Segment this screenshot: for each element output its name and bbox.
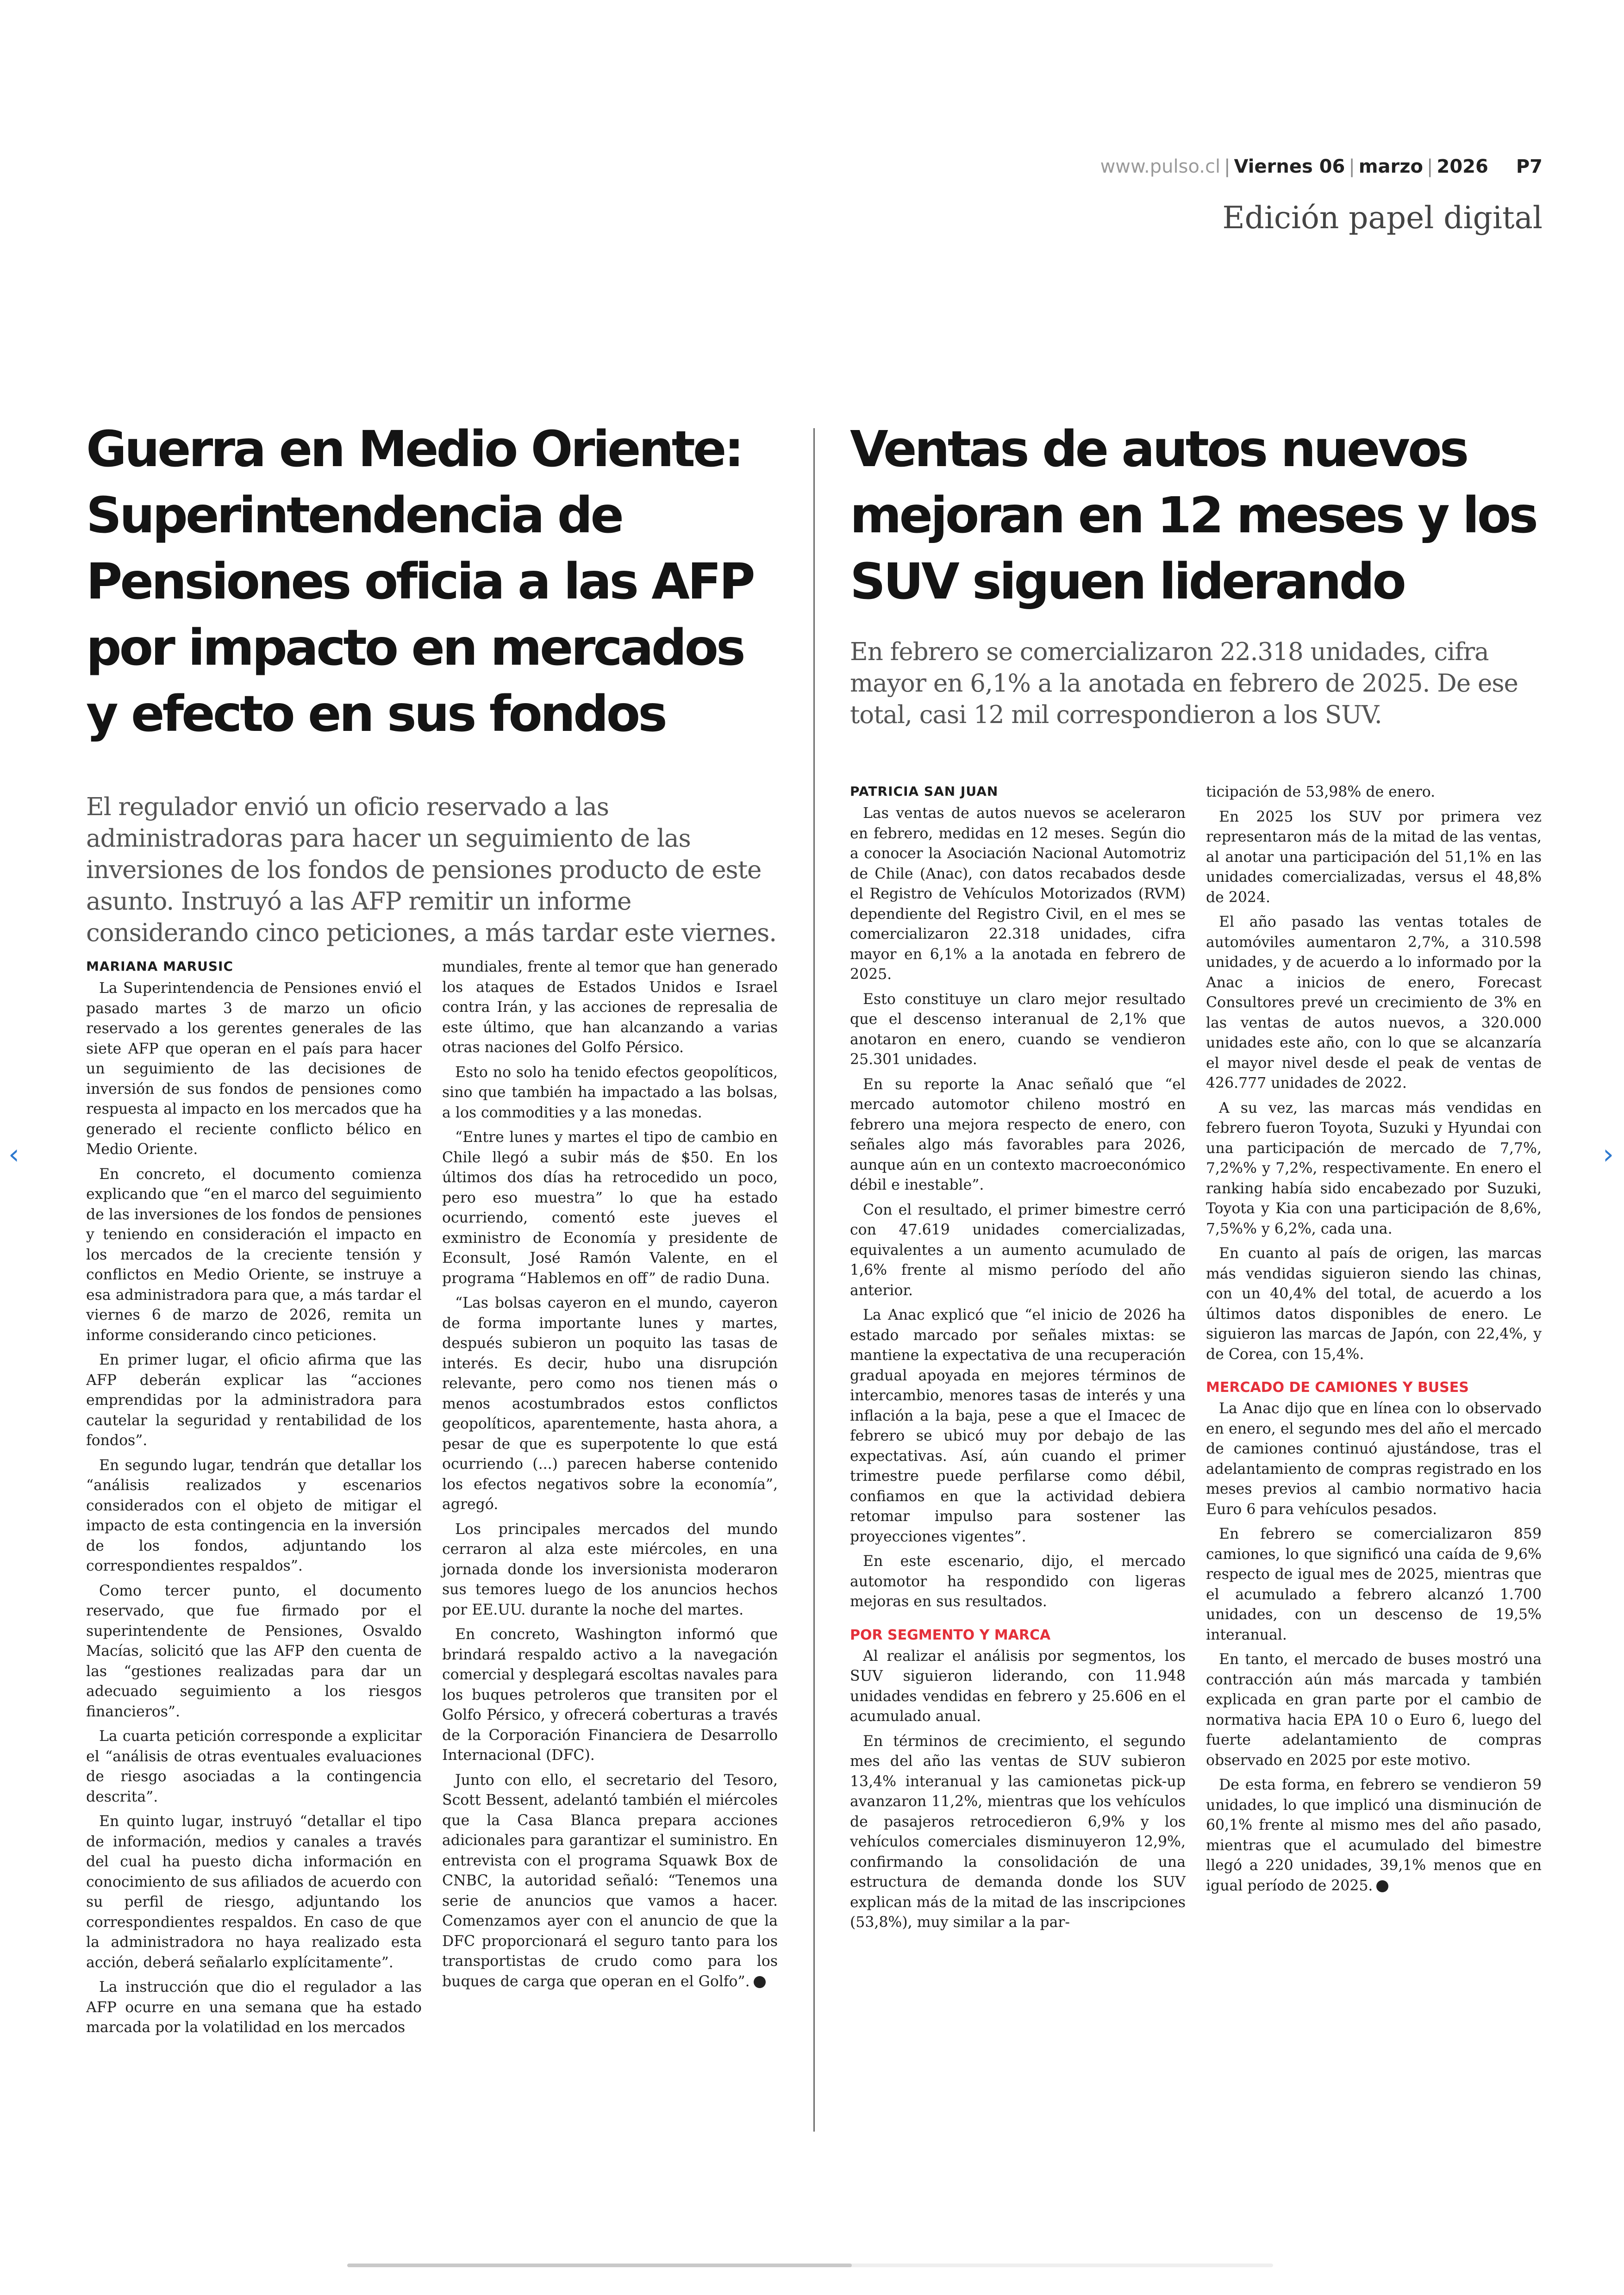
paragraph: mundiales, frente al temor que han generado los ataques de Estados Unidos e Israel contra Irán, y las acciones de represalia de este último, que han alcanzando a varias otras naciones del Golfo Pérsico. — [442, 959, 778, 1056]
page-header — [1100, 154, 1543, 239]
article-afp-author: MARIANA MARUSIC — [86, 959, 233, 974]
paragraph: En concreto, Washington informó que brindará respaldo activo a la navegación comercial y desplegará escoltas navales para los buques petroleros que transiten por el Golfo Pérsico, y ofrecerá coberturas a través de la Corporación Financiera de Desarrollo Internacional (DFC). — [442, 1626, 778, 1764]
paragraph: En concreto, el documento comienza explicando que “en el marco del seguimiento de las inversiones de los fondos de pensiones y teniendo en consideración el impacto en los mercados de la creciente tensión y conflictos en Medio Oriente, se instruye a esa administradora para que, a más tardar el viernes 6 de marzo de 2026, remita un informe considerando cinco peticiones. — [86, 1166, 422, 1344]
paragraph: En este escenario, dijo, el mercado automotor ha respondido con ligeras mejoras en sus resultados. — [850, 1553, 1186, 1610]
paragraph: En segundo lugar, tendrán que detallar los “análisis realizados y escenarios considerados con el objeto de mitigar el impacto de esta contingencia en la inversión de los fondos, adjuntando los correspondientes respaldos”. — [86, 1457, 422, 1574]
paragraph: En su reporte la Anac señaló que “el mercado automotor chileno mostró en febrero una mejora respecto de enero, con señales algo más favorables para 2026, aunque aún en un contexto macroeconómico débil e inestable”. — [850, 1076, 1186, 1193]
article-afp-column-2 — [442, 957, 778, 2043]
paragraph: En quinto lugar, instruyó “detallar el tipo de información, medios y canales a través del cual ha puesto dicha información en conocimiento de sus afiliados de acuerdo con su perfil de riesgo, adjuntando los correspondientes respaldos. En caso de que la administradora no haya realizado esta acción, deberá señalarlo explícitamente”. — [86, 1813, 422, 1971]
paragraph: La cuarta petición corresponde a explicitar el “análisis de otras eventuales evaluaciones de riesgo asociadas a la contingencia descrita”. — [86, 1728, 422, 1805]
article-autos-title: Ventas de autos nuevos mejoran en 12 meses y los SUV siguen liderando — [850, 421, 1536, 611]
header-day: Viernes 06 — [1234, 156, 1345, 177]
paragraph: En 2025 los SUV por primera vez representaron más de la mitad de las ventas, al anotar una participación del 51,1% en las unidades comercializadas, versus el 48,8% de 2024. — [1206, 808, 1542, 906]
paragraph: Las ventas de autos nuevos se aceleraron en febrero, medidas en 12 meses. Según dio a conocer la Asociación Nacional Automotriz de Chile (Anac), con datos recabados desde el Registro de Vehículos Motorizados (RVM) dependiente del Registro Civil, en el mes se comercializaron 22.318 unidades, cifra mayor en 6,1% a la anotada en febrero de 2025. — [850, 805, 1186, 983]
paragraph: De esta forma, en febrero se vendieron 59 unidades, lo que implicó una disminución de 60,1% frente al mismo mes del año pasado, mientras que el acumulado del bimestre llegó a 220 unidades, 39,1% menos que en igual período de 2025. P — [1206, 1777, 1542, 1894]
edition-label: Edición papel digital — [1222, 200, 1543, 236]
paragraph: Esto no solo ha tenido efectos geopolíticos, sino que también ha impactado a las bolsas, a los commodities y a las monedas. — [442, 1064, 778, 1121]
article-autos-lead: En febrero se comercializaron 22.318 unidades, cifra mayor en 6,1% a la anotada en febrero de 2025. De ese total, casi 12 mil correspondieron a los SUV. — [850, 638, 1518, 729]
end-of-article-icon: P — [754, 1976, 766, 1988]
paragraph: La Anac dijo que en línea con lo observado en enero, el segundo mes del año el mercado de camiones continuó ajustándose, tras el adelantamiento de compras registrado en los meses previos al cambio normativo hacia Euro 6 para vehículos pesados. — [1206, 1400, 1542, 1518]
subheading-camiones: MERCADO DE CAMIONES Y BUSES — [1206, 1379, 1469, 1396]
horizontal-scrollbar[interactable] — [347, 2264, 1273, 2267]
paragraph: “Entre lunes y martes el tipo de cambio en Chile llegó a subir más de $50. En los últimos dos días ha retrocedido un poco, pero eso muestra” lo que ha estado ocurriendo, comentó este jueves el exministro de Economía y presidente de Econsult, José Ramón Valente, en el programa “Hablemos en off” de radio Duna. — [442, 1129, 778, 1287]
paragraph: La Superintendencia de Pensiones envió el pasado martes 3 de marzo un oficio reservado a los gerentes generales de las siete AFP que operan en el país para hacer un seguimiento de las decisiones de inversión de sus fondos de pensiones como respuesta al impacto en los mercados que ha generado el reciente conflicto bélico en Medio Oriente. — [86, 980, 422, 1158]
paragraph: El año pasado las ventas totales de automóviles aumentaron 2,7%, a 310.598 unidades, y de acuerdo a lo informado por la Anac a inicios de enero, Forecast Consultores prevé un crecimiento de 3% en las ventas de autos nuevos, a 320.000 unidades este año, con lo que se alcanzaría el mayor nivel desde el peak de ventas de 426.777 unidades de 2022. — [1206, 914, 1542, 1091]
article-afp-body — [86, 957, 778, 2043]
paragraph: Al realizar el análisis por segmentos, los SUV siguieron liderando, con 11.948 unidades vendidas en febrero y 25.606 en el acumulado anual. — [850, 1647, 1186, 1725]
page-number: P7 — [1516, 156, 1543, 177]
subheading-segmento: POR SEGMENTO Y MARCA — [850, 1627, 1051, 1643]
header-month: marzo — [1358, 156, 1424, 177]
paragraph: La instrucción que dio el regulador a las AFP ocurre en una semana que ha estado marcada por la volatilidad en los mercados — [86, 1979, 422, 2036]
paragraph: La Anac explicó que “el inicio de 2026 ha estado marcado por señales mixtas: se mantiene la expectativa de una recuperación gradual apoyada en mejores términos de intercambio, menores tasas de interés y una inflación a la baja, pese a que el Imacec de febrero se ubicó muy por debajo de las expectativas. Así, aún cuando el primer trimestre puede perfilarse como débil, confiamos en que la actividad debiera retomar impulso para sostener las proyecciones vigentes”. — [850, 1307, 1186, 1545]
article-autos-column-2 — [1206, 782, 1542, 1938]
paragraph: Los principales mercados del mundo cerraron al alza este miércoles, en una jornada donde los inversionista moderaron sus temores luego de los anuncios hechos por EE.UU. durante la noche del martes. — [442, 1521, 778, 1618]
paragraph: “Las bolsas cayeron en el mundo, cayeron de forma importante lunes y martes, después subieron un poquito las tasas de interés. Es decir, hubo una disrupción relevante, pero como nos tienen más o menos acostumbrados estos conflictos geopolíticos, aparentemente, hasta ahora, a pesar de que es superpotente lo que está ocurriendo (...) parecen haberse contenido los efectos negativos sobre la economía”, agregó. — [442, 1295, 778, 1513]
paragraph: A su vez, las marcas más vendidas en febrero fueron Toyota, Suzuki y Hyundai con una participación de mercado de 7,7%, 7,2%% y 7,2%, respectivamente. En enero el ranking había sido encabezado por Suzuki, Toyota y Kia con una participación de 8,6%, 7,5%% y 6,2%, cada una. — [1206, 1099, 1542, 1237]
paragraph: En primer lugar, el oficio afirma que las AFP deberán explicar las “acciones emprendidas por la administradora para cautelar la seguridad y rentabilidad de los fondos”. — [86, 1352, 422, 1449]
end-of-article-icon: P — [1376, 1880, 1388, 1892]
header-dateline: www.pulso.cl | Viernes 06 | marzo | 2026 P7 — [1100, 156, 1543, 177]
previous-page-chevron-icon[interactable]: ‹ — [8, 1138, 19, 1171]
paragraph: En tanto, el mercado de buses mostró una contracción aún más marcada y también explicada en gran parte por el cambio de normativa hacia EPA 10 o Euro 6, luego del fuerte adelantamiento de compras observado en 2025 por este motivo. — [1206, 1651, 1542, 1769]
article-autos-column-1 — [850, 782, 1186, 1938]
paragraph: ticipación de 53,98% de enero. — [1206, 784, 1436, 800]
article-afp-lead: El regulador envió un oficio reservado a las administradoras para hacer un seguimiento de las inversiones de los fondos de pensiones producto de este asunto. Instruyó a las AFP remitir un informe considerando cinco peticiones, a más tardar este viernes. — [86, 793, 777, 947]
article-autos-body — [850, 782, 1542, 1938]
header-year: 2026 — [1437, 156, 1488, 177]
article-autos-author: PATRICIA SAN JUAN — [850, 784, 999, 799]
paragraph: Como tercer punto, el documento reservado, que fue firmado por el superintendente de Pensiones, Osvaldo Macías, solicitó que las AFP den cuenta de las “gestiones realizadas para dar un adecuado seguimiento a los riesgos financieros”. — [86, 1582, 422, 1720]
article-afp — [86, 417, 778, 2036]
column-divider — [813, 428, 815, 2132]
article-afp-title: Guerra en Medio Oriente: Superintendencia de Pensiones oficia a las AFP por impacto en mercados y efecto en sus fondos — [86, 421, 753, 743]
site-url[interactable]: www.pulso.cl — [1100, 156, 1221, 177]
article-autos — [850, 417, 1542, 1931]
paragraph: En febrero se comercializaron 859 camiones, lo que significó una caída de 9,6% respecto de igual mes de 2025, mientras que el acumulado a febrero alcanzó 1.700 unidades, con un descenso de 19,5% interanual. — [1206, 1526, 1542, 1643]
paragraph: En términos de crecimiento, el segundo mes del año las ventas de SUV subieron 13,4% interanual y las camionetas pick-up avanzaron 11,2%, mientras que los vehículos de pasajeros retrocedieron 6,9% y los vehículos comerciales disminuyeron 12,9%, confirmando la consolidación de una estructura de demanda donde los SUV explican más de la mitad de las inscripciones (53,8%), muy similar a la par- — [850, 1733, 1186, 1931]
article-afp-column-1 — [86, 957, 422, 2043]
paragraph: Con el resultado, el primer bimestre cerró con 47.619 unidades comercializadas, equivalentes a un aumento acumulado de 1,6% frente al mismo período del año anterior. — [850, 1201, 1186, 1299]
scrollbar-thumb[interactable] — [347, 2264, 852, 2267]
next-page-chevron-icon[interactable]: › — [1603, 1138, 1614, 1171]
paragraph: Esto constituye un claro mejor resultado que el descenso interanual de 2,1% que anotaron en enero, cuando se vendieron 25.301 unidades. — [850, 991, 1186, 1068]
paragraph: En cuanto al país de origen, las marcas más vendidas siguieron siendo las chinas, con un 40,4% del total, de acuerdo a los últimos datos disponibles de enero. Le siguieron las marcas de Japón, con 22,4%, y de Corea, con 15,4%. — [1206, 1245, 1542, 1363]
paragraph: Junto con ello, el secretario del Tesoro, Scott Bessent, adelantó también el miércoles que la Casa Blanca prepara acciones adicionales para garantizar el suministro. En entrevista con el programa Squawk Box de CNBC, la autoridad señaló: “Tenemos una serie de anuncios que vamos a hacer. Comenzamos ayer con el anuncio de que la DFC proporcionará el seguro tanto para los transportistas de crudo como para los buques de carga que operan en el Golfo”. P — [442, 1771, 778, 1990]
